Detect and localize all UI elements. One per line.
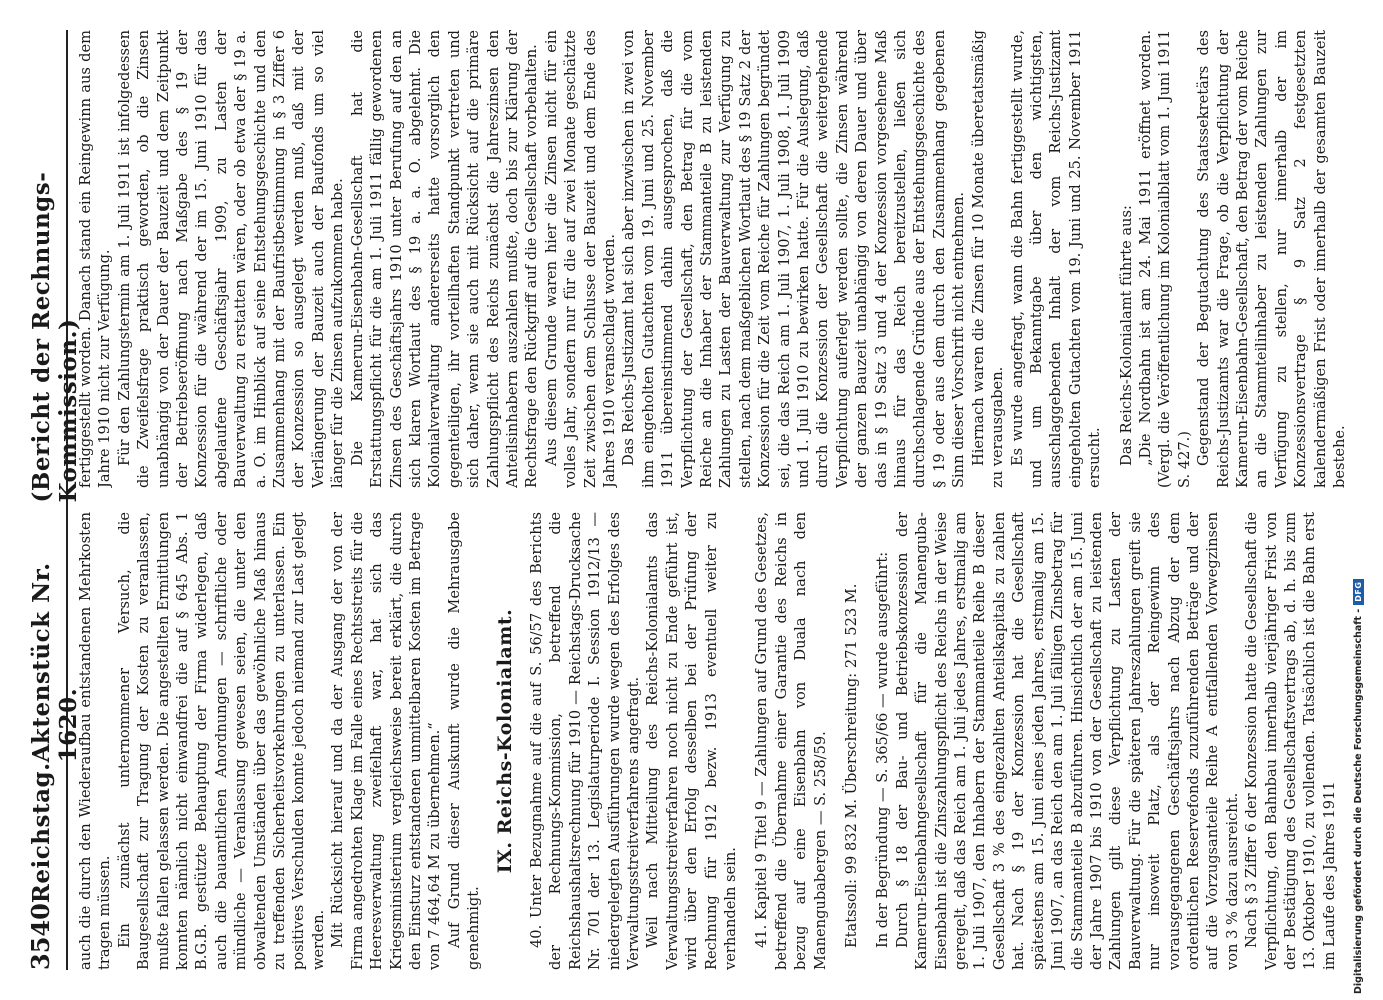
paragraph: Mit Rücksicht hierauf und da der Ausgang der von der Firma angedrohten Klage im Falle eines Rechtsstreits für die Heeresverwaltung zweifelhaft war, hat sich das Kriegsministerium vergleichsweise bereit erklärt, die durch den Einsturz entstandenen unmittelbaren Kosten im Betrage von 7 464,64 M zu übernehmen.“: [329, 512, 444, 970]
paragraph: Nach § 3 Ziffer 6 der Konzession hatte die Gesellschaft die Verpflichtung, den Bahnbau innerhalb vierjähriger Frist von der Bestätigung des Gesellschaftsvertrags ab, d. h. bis zum 13. Oktober 1910, zu vollenden. Tatsächlich ist die Bahn erst im Laufe des Jahres 1911: [1243, 512, 1338, 970]
header-report-title: (Bericht der Rechnungs-Kommission.): [28, 171, 82, 503]
paragraph: auch die durch den Wiederaufbau entstandenen Mehrkosten tragen müssen.: [77, 512, 114, 970]
dfg-logo: DFG: [1353, 579, 1364, 605]
paragraph: Das Reichs-Kolonialamt führte aus:: [1117, 205, 1135, 466]
digitization-credit: [1353, 6, 1375, 994]
page-number: 3540: [26, 903, 55, 970]
right-column: [76, 30, 1356, 488]
page-header: [26, 30, 82, 970]
paragraph: Die Kamerun-Eisenbahn-Gesellschaft hat die Erstattungspflicht für die am 1. Juli 1911 fällig gewordenen Zinsen des Geschäftsjahrs 1910 unter Berufung auf den an sich klaren Wortlaut des § 19 a. a. O. abgelehnt. Die Kolonialverwaltung andererseits hatte vorsorglich den gegenteiligen, ihr vorteilhaften Standpunkt vertreten und sich daher, wenn sie auch mit Rücksicht auf die primäre Zahlungspflicht des Reichs zunächst die Jahreszinsen den Anteilsinhabern auszahlen mußte, doch bis zur Klärung der Rechtsfrage den Rückgriff auf die Gesellschaft vorbehalten.: [348, 30, 541, 488]
paragraph: Durch § 18 der Bau- und Betriebskonzession der Kamerun-Eisenbahngesellschaft für die Manenguba-Eisenbahn ist die Zinszahlungspflicht des Reichs in der Weise geregelt, daß das Reich am 1. Juli jedes Jahres, erstmalig am 1. Juli 1907, den Inhabern der Stammanteile Reihe B dieser Gesellschaft 3 % des eingezahlten Anteilskapitals zu zahlen hat. Nach § 19 der Konzession hat die Gesellschaft spätestens am 15. Juni eines jeden Jahres, erstmalig am 15. Juni 1907, an das Reich den am 1. Juli fälligen Zinsbetrag für die Stammanteile B abzuführen. Hinsichtlich der am 15. Juni der Jahre 1907 bis 1910 von der Gesellschaft zu leistenden Zahlungen gilt diese Verpflichtung zu Lasten der Bauverwaltung. Für die späteren Jahreszahlungen greift sie nur insoweit Platz, als der Reingewinn des vorausgegangenen Geschäftsjahrs nach Abzug der dem ordentlichen Reservefonds zuzuführenden Beträge und der auf die Vorzugsanteile Reihe A entfallenden Vorwegzinsen von 3 % dazu ausreicht.: [893, 512, 1241, 970]
paragraph: Hiernach waren die Zinsen für 10 Monate überetatsmäßig zu verausgaben.: [969, 30, 1007, 488]
paragraph: Gegenstand der Begutachtung des Staatssekretärs des Reichs-Justizamts war die Frage, ob die Verpflichtung der Kamerun-Eisenbahn-Gesellschaft, den Betrag der vom Reiche an die Stammteilinhaber zu leistenden Zahlungen zur Verfügung zu stellen, nur innerhalb der im Konzessionsvertrage § 9 Satz 2 festgesetzten kalendermäßigen Frist oder innerhalb der gesamten Bauzeit bestehe.: [1195, 30, 1348, 488]
rotated-page: [20, 20, 1365, 980]
page-body: [76, 30, 1356, 970]
header-document-number: Aktenstück Nr. 1620.: [28, 562, 82, 763]
paragraph: 41. Kapitel 9 Titel 9 — Zahlungen auf Grund des Gesetzes, betreffend die Übernahme einer Garantie des Reichs in bezug auf eine Eisenbahn von Duala nach den Manengubabergen — S. 258/59.: [753, 512, 829, 970]
paragraph: Etatssoll: 99 832 M. Überschreitung: 271 523 M.: [843, 583, 861, 948]
paragraph: Es wurde angefragt, wann die Bahn fertiggestellt wurde, und um Bekanntgabe über den wichtigsten, ausschlaggebenden Inhalt der vom Reichs-Justizamt eingeholten Gutachten vom 19. Juni und 25. November 1911 ersucht.: [1008, 30, 1104, 488]
paragraph: In der Begründung — S. 365/66 — wurde ausgeführt:: [874, 551, 892, 948]
paragraph: 40. Unter Bezugnahme auf die auf S. 56/57 des Berichts der Rechnungs-Kommission, betreffend die Reichshaushaltsrechnung für 1910 — Reichstags-Drucksache Nr. 701 der 13. Legislaturperiode I. Session 1912/13 — niedergelegten Ausführungen wurde wegen des Erfolges des Verwaltungsstreitverfahrens angefragt.: [527, 512, 642, 970]
paragraph: „Die Nordbahn ist am 24. Mai 1911 eröffnet worden. (Vergl. die Veröffentlichung im Kolonialblatt vom 1. Juni 1911 S. 427.): [1136, 30, 1193, 488]
paragraph: Aus diesem Grunde waren hier die Zinsen nicht für ein volles Jahr, sondern nur für die auf zwei Monate geschätzte Zeit zwischen dem Schlusse der Bauzeit und dem Ende des Jahres 1910 veranschlagt worden.: [542, 30, 618, 488]
paragraph: Weil nach Mitteilung des Reichs-Kolonialamts das Verwaltungsstreitverfahren noch nicht zu Ende geführt ist, wird über den Erfolg desselben bei der Prüfung der Rechnung für 1912 bezw. 1913 eventuell weiter zu verhandeln sein.: [644, 512, 739, 970]
paragraph: Ein zunächst unternommener Versuch, die Baugesellschaft zur Tragung der Kosten zu veranlassen, mußte fallen gelassen werden. Die angestellten Ermittlungen konnten nämlich nicht einwandfrei die auf § 645 Abs. 1 B.G.B. gestützte Behauptung der Firma widerlegen, daß auch die bauamtlichen Anordnungen — schriftliche oder mündliche — Veranlassung gewesen seien, die unter den obwaltenden Umständen über das gewöhnliche Maß hinaus zu treffenden Sicherheitsvorkehrungen zu unterlassen. Ein positives Verschulden konnte jedoch niemand zur Last gelegt werden.: [115, 512, 327, 970]
paragraph: Für den Zahlungstermin am 1. Juli 1911 ist infolgedessen die Zweifelsfrage praktisch geworden, ob die Zinsen unabhängig von der Dauer der Bauzeit und dem Zeitpunkt der Betriebseröffnung nach Maßgabe des § 19 der Konzession für die während der im 15. Juni 1910 für das abgelaufene Geschäftsjahr 1909, zu Lasten der Bauverwaltung zu erstatten wären, oder ob etwa der § 19 a. a. O. im Hinblick auf seine Entstehungsgeschichte und den Zusammenhang mit der Baufristbestimmung in § 3 Ziffer 6 der Konzession so ausgelegt werden muß, daß mit der Verlängerung der Bauzeit auch der Baufonds um so viel länger für die Zinsen aufzukommen habe.: [115, 30, 347, 488]
left-column: [76, 512, 1356, 970]
header-left-title: Reichstag.: [28, 762, 55, 904]
section-heading: IX. Reichs-Kolonialamt.: [493, 608, 516, 874]
paragraph: Auf Grund dieser Auskunft wurde die Mehrausgabe genehmigt.: [445, 512, 483, 970]
credit-text: Digitalisierung gefördert durch die Deutsche Forschungsgemeinschaft -: [1353, 608, 1364, 994]
paragraph: Das Reichs-Justizamt hat sich aber inzwischen in zwei von ihm eingeholten Gutachten vom 19. Juni und 25. November 1911 übereinstimmend dahin ausgesprochen, daß die Verpflichtung der Gesellschaft, den Betrag für die vom Reiche an die Inhaber der Stammanteile B zu leistenden Zahlungen zu Lasten der Bauverwaltung zur Verfügung zu stellen, nach dem maßgeblichen Wortlaut des § 19 Satz 2 der Konzession für die Zeit vom Reiche für Zahlungen begründet sei, die das Reich am 1. Juli 1907, 1. Juli 1908, 1. Juli 1909 und 1. Juli 1910 zu bewirken hatte. Für die Auslegung, daß durch die Konzession der Gesellschaft die weitergehende Verpflichtung auferlegt werden sollte, die Zinsen während der ganzen Bauzeit unabhängig von deren Dauer und über das in § 19 Satz 3 und 4 der Konzession vorgesehene Maß hinaus für das Reich bereitzustellen, ließen sich durchschlagende Gründe aus der Entstehungsgeschichte des § 19 oder aus dem durch den Zusammenhang gegebenen Sinn dieser Vorschrift nicht entnehmen.: [620, 30, 968, 488]
paragraph: fertiggestellt worden. Danach stand ein Reingewinn aus dem Jahre 1910 nicht zur Verfügung.: [77, 30, 114, 488]
